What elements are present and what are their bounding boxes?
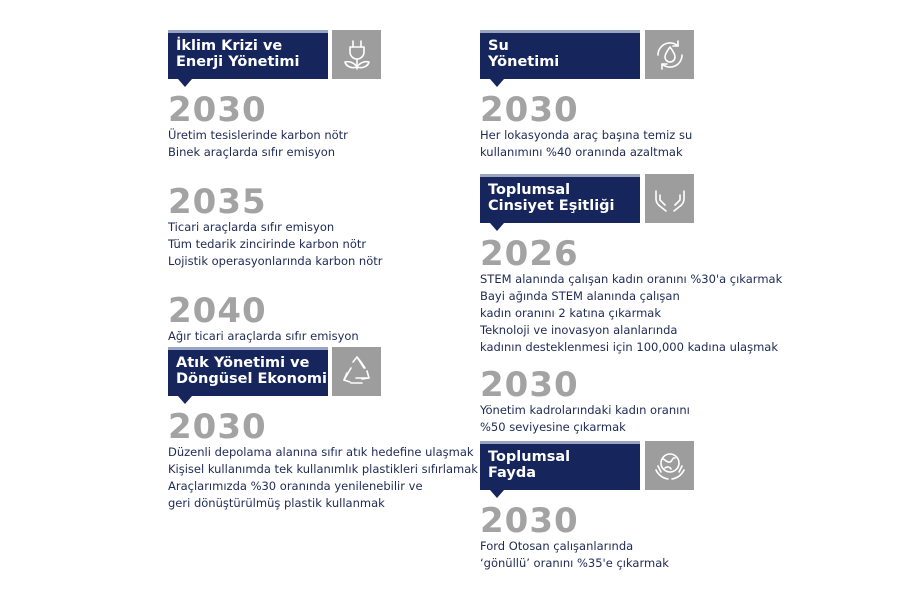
goal-year: 2030 <box>168 407 267 447</box>
goal-line: Bayi ağında STEM alanında çalışan <box>480 289 680 303</box>
title-line: İklim Krizi ve <box>176 38 283 54</box>
section-waste <box>168 347 478 512</box>
goal-line: Ağır ticari araçlarda sıfır emisyon <box>168 329 359 343</box>
goal-line: ‘gönüllü’ oranını %35'e çıkarmak <box>480 556 669 570</box>
goal-line: Lojistik operasyonlarında karbon nötr <box>168 254 383 268</box>
section-header <box>480 30 692 79</box>
goal-line: Kişisel kullanımda tek kullanımlık plastikleri sıfırlamak <box>168 462 478 476</box>
recycle-icon <box>332 347 381 396</box>
section-title <box>168 347 328 396</box>
goal-year: 2030 <box>480 365 579 405</box>
goal-line: kadın oranını 2 katına çıkarmak <box>480 306 662 320</box>
goal-line: Tüm tedarik zincirinde karbon nötr <box>168 237 367 251</box>
globe-hands-icon <box>645 441 694 490</box>
title-line: Atık Yönetimi ve <box>176 355 310 371</box>
title-line: Yönetimi <box>488 54 560 70</box>
title-line: Cinsiyet Eşitliği <box>488 198 615 214</box>
section-gender-equality <box>480 174 782 436</box>
section-title <box>168 30 328 79</box>
section-title <box>480 30 640 79</box>
title-line: Su <box>488 38 509 54</box>
goal-line: Ford Otosan çalışanlarında <box>480 539 634 553</box>
goal-line: %50 seviyesine çıkarmak <box>480 420 626 434</box>
title-line: Enerji Yönetimi <box>176 54 300 70</box>
goal-line: kadının desteklenmesi için 100,000 kadına ulaşmak <box>480 340 779 354</box>
goal-line: Teknoloji ve inovasyon alanlarında <box>480 323 678 337</box>
title-line: Toplumsal <box>488 449 571 465</box>
section-header <box>480 174 782 223</box>
goal-year: 2030 <box>168 90 267 130</box>
goal-year: 2030 <box>480 90 579 130</box>
goal-line: Düzenli depolama alanına sıfır atık hedefine ulaşmak <box>168 445 474 459</box>
goal-line: Yönetim kadrolarındaki kadın oranını <box>480 403 690 417</box>
goal-year: 2040 <box>168 291 267 331</box>
goal-line: Binek araçlarda sıfır emisyon <box>168 145 336 159</box>
section-header <box>168 347 478 396</box>
goal-line: Üretim tesislerinde karbon nötr <box>168 128 348 142</box>
section-water <box>480 30 692 161</box>
goal-year: 2026 <box>480 234 579 274</box>
title-line: Döngüsel Ekonomi <box>176 371 327 387</box>
section-title <box>480 441 640 490</box>
water-cycle-icon <box>645 30 694 79</box>
goal-line: geri dönüştürülmüş plastik kullanmak <box>168 496 385 510</box>
section-title <box>480 174 640 223</box>
title-line: Fayda <box>488 465 537 481</box>
goal-line: Ticari araçlarda sıfır emisyon <box>168 220 335 234</box>
section-header <box>168 30 382 79</box>
goal-year: 2030 <box>480 501 579 541</box>
goal-line: kullanımını %40 oranında azaltmak <box>480 145 683 159</box>
plug-leaf-icon <box>332 30 381 79</box>
goal-line: STEM alanında çalışan kadın oranını %30'a çıkarmak <box>480 272 783 286</box>
section-social-benefit <box>480 441 669 572</box>
goal-line: Araçlarımızda %30 oranında yenilenebilir ve <box>168 479 423 493</box>
goal-line: Her lokasyonda araç başına temiz su <box>480 128 693 142</box>
goal-year: 2035 <box>168 182 267 222</box>
title-line: Toplumsal <box>488 182 571 198</box>
section-climate <box>168 30 382 345</box>
section-header <box>480 441 669 490</box>
hands-icon <box>645 174 694 223</box>
